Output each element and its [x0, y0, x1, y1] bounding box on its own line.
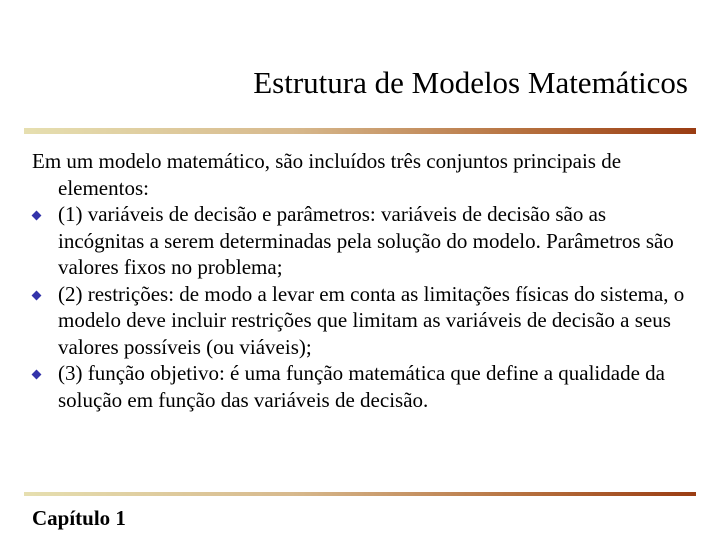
intro-paragraph: Em um modelo matemático, são incluídos três conjuntos principais de elementos: — [32, 149, 622, 200]
bullet-text: (1) variáveis de decisão e parâmetros: variáveis de decisão são as incógnitas a serem determinadas pela solução do modelo. Parâmetros são valores fixos no problema; — [58, 202, 674, 279]
footer-divider — [24, 492, 696, 496]
slide-title: Estrutura de Modelos Matemáticos — [253, 65, 688, 100]
bullet-item-decision-variables — [32, 201, 692, 281]
diamond-bullet-icon — [32, 211, 42, 221]
diamond-bullet-icon — [32, 370, 42, 380]
diamond-bullet-icon — [32, 290, 42, 300]
bullet-text: (2) restrições: de modo a levar em conta as limitações físicas do sistema, o modelo deve incluir restrições que limitam as variáveis de decisão a seus valores possíveis (ou viáveis); — [58, 281, 685, 359]
bullet-item-objective-function — [32, 360, 692, 413]
title-divider — [24, 128, 696, 134]
bullet-item-constraints — [32, 281, 692, 361]
chapter-footer: Capítulo 1 — [32, 506, 126, 530]
bullet-text: (3) função objetivo: é uma função matemática que define a qualidade da solução em função das variáveis de decisão. — [58, 361, 665, 412]
slide-body — [32, 148, 692, 413]
